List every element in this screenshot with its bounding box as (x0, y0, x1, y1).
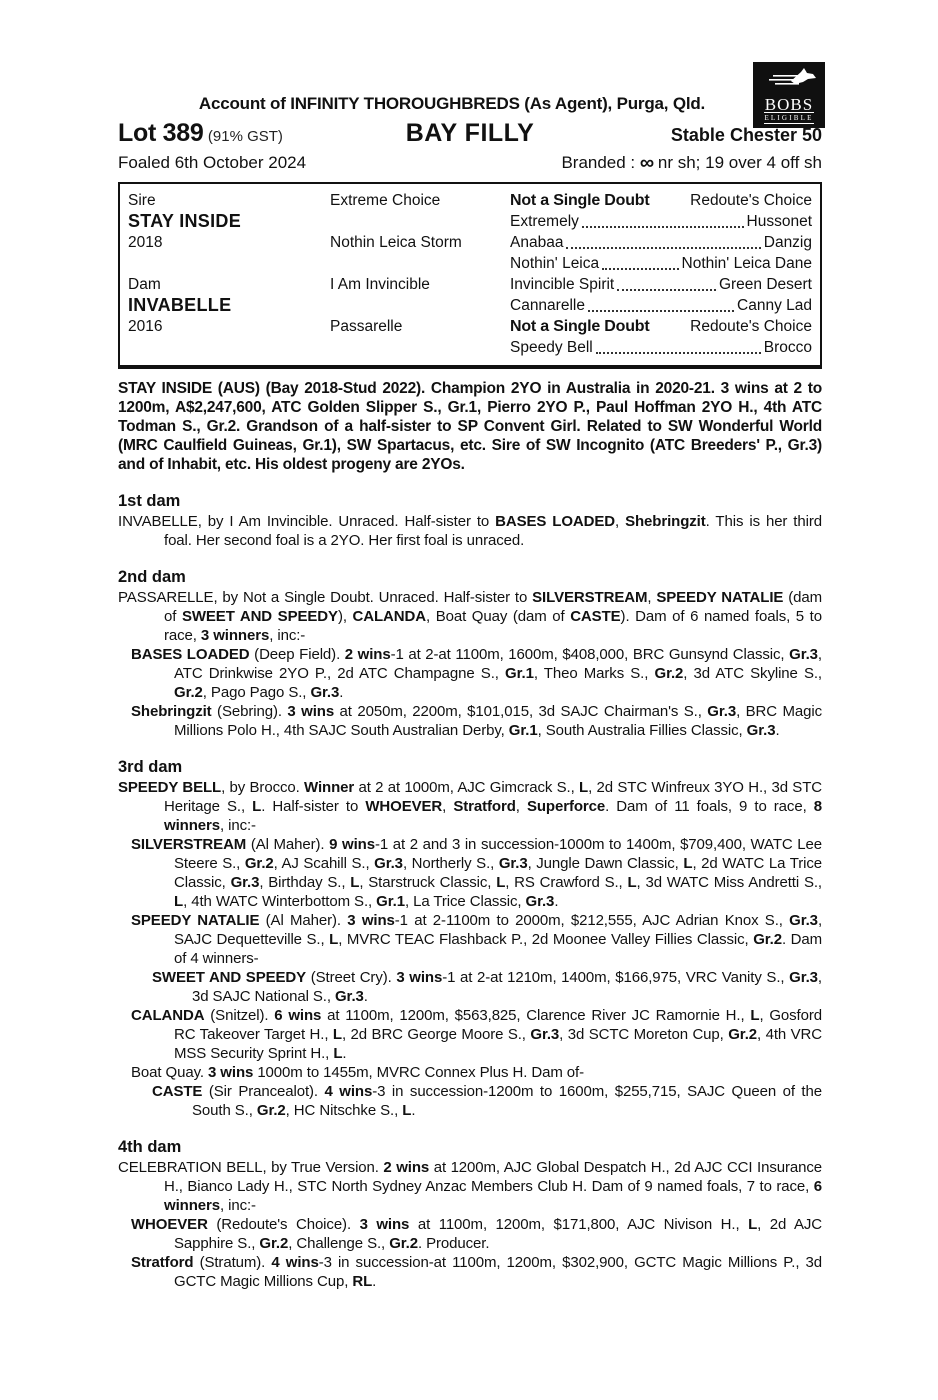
pedigree-paragraph: SPEEDY NATALIE (Al Maher). 3 wins-1 at 2-1100m to 2000m, $212,555, AJC Adrian Knox S., Gr.3, SAJC Dequetteville S., L, MVRC TEAC Flashback P., 2d Moonee Valley Fillies Classic, Gr.2. Dam of 4 winners- (131, 912, 823, 967)
gen3-parent: Danzig (763, 234, 812, 251)
pedigree-gen3-row (510, 274, 812, 295)
sire-dam: Nothin Leica Storm (330, 234, 462, 251)
sire-blurb: STAY INSIDE (AUS) (Bay 2018-Stud 2022). Champion 2YO in Australia in 2020-21. 3 wins at 2 to 1200m, A$2,247,600, ATC Golden Slipper S., Gr.1, Pierro 2YO P., Paul Hoffman 2YO H., 4th ATC Todman S., Gr.2. Grandson of a half-sister to SP Convent Girl. Related to SW Wonderful World (MRC Caulfield Guineas, Gr.1), SW Spartacus, etc. Sire of SW Incognito (ATC Breeders' P., Gr.3) and of Inhabit, etc. His oldest progeny are 2YOs. (118, 380, 822, 473)
gen3-parent: Canny Lad (737, 297, 812, 314)
gen3-parent: Brocco (763, 339, 812, 356)
pedigree-gen3-row (510, 337, 812, 358)
foaled-date: Foaled 6th October 2024 (118, 153, 307, 172)
pedigree-paragraph: SILVERSTREAM (Al Maher). 9 wins-1 at 2 and 3 in succession-1000m to 1400m, $709,400, WATC Lee Steere S., Gr.2, AJ Scahill S., Gr.3, Northerly S., Gr.3, Jungle Dawn Classic, L, 2d WATC La Trice Classic, Gr.3, Birthday S., L, Starstruck Classic, L, RS Crawford S., L, 3d WATC Miss Andretti S., L, 4th WATC Winterbottom S., Gr.1, La Trice Classic, Gr.3. (131, 836, 822, 910)
gen3-parent: Green Desert (718, 276, 812, 293)
sire-label: Sire (128, 192, 156, 209)
pedigree-gen3-row (510, 190, 812, 211)
gen3-parent: Nothin' Leica Dane (681, 255, 812, 272)
leader-dots (596, 352, 761, 354)
gen3-parent: Hussonet (746, 213, 812, 230)
pedigree-gen3-row (510, 253, 812, 274)
dam-section (118, 1138, 822, 1291)
leader-dots (588, 310, 734, 312)
sire-year: 2018 (128, 234, 163, 251)
section-heading: 1st dam (118, 492, 181, 510)
section-heading: 4th dam (118, 1138, 182, 1156)
dam-sections (118, 492, 822, 1291)
pedigree-gen3-row (510, 295, 812, 316)
gen3-name: Not a Single Doubt (510, 192, 650, 209)
dam-section (118, 568, 822, 740)
stable-number: Stable Chester 50 (670, 125, 822, 145)
pedigree-paragraph: CASTE (Sir Prancealot). 4 wins-3 in succession-1200m to 1600m, $255,715, SAJC Queen of the South S., Gr.2, HC Nitschke S., L. (152, 1083, 822, 1119)
pedigree-paragraph: CELEBRATION BELL, by True Version. 2 wins at 1200m, AJC Global Despatch H., 2d AJC CCI Insurance H., Bianco Lady H., STC North Sydney Anzac Members Club H. Dam of 9 named foals, 7 to race, 6 winners, inc:- (118, 1159, 823, 1214)
pedigree-paragraph: Boat Quay. 3 wins 1000m to 1455m, MVRC Connex Plus H. Dam of- (131, 1064, 584, 1081)
sire-sire: Extreme Choice (330, 192, 441, 209)
section-heading: 3rd dam (118, 758, 183, 776)
gen3-parent: Redoute's Choice (690, 318, 812, 335)
pedigree-paragraph: BASES LOADED (Deep Field). 2 wins-1 at 2-at 1100m, 1600m, $408,000, BRC Gunsynd Classic, Gr.3, ATC Drinkwise 2YO P., 2d ATC Champagne S., Gr.1, Theo Marks S., Gr.2, 3d ATC Skyline S., Gr.2, Pago Pago S., Gr.3. (131, 646, 823, 701)
branded-prefix: Branded : (561, 153, 640, 172)
leader-dots (602, 268, 678, 270)
pedigree-gen3-row (510, 232, 812, 253)
pedigree-table (118, 182, 822, 369)
sire-name: STAY INSIDE (128, 211, 242, 231)
pedigree-gen3-row (510, 211, 812, 232)
gen3-name: Not a Single Doubt (510, 318, 650, 335)
page-title: BAY FILLY (405, 119, 535, 147)
pedigree-gen3-row (510, 316, 812, 337)
pedigree-paragraph: INVABELLE, by I Am Invincible. Unraced. Half-sister to BASES LOADED, Shebringzit. This is her third foal. Her second foal is a 2YO. Her first foal is unraced. (118, 513, 822, 549)
gen3-name: Speedy Bell (510, 339, 593, 356)
pedigree-paragraph: PASSARELLE, by Not a Single Doubt. Unraced. Half-sister to SILVERSTREAM, SPEEDY NATALIE (dam of SWEET AND SPEEDY), CALANDA, Boat Quay (dam of CASTE). Dam of 6 named foals, 5 to race, 3 winners, inc:- (118, 589, 823, 644)
pedigree-paragraph: Stratford (Stratum). 4 wins-3 in succession-at 1100m, 1200m, $302,900, GCTC Magic Millions P., 3d GCTC Magic Millions Cup, RL. (131, 1254, 822, 1290)
pedigree-paragraph: Shebringzit (Sebring). 3 wins at 2050m, 2200m, $101,015, 3d SAJC Chairman's S., Gr.3, BRC Magic Millions Polo H., 4th SAJC South Australian Derby, Gr.1, South Australia Fillies Classic, Gr.3. (131, 703, 823, 739)
pedigree-paragraph: CALANDA (Snitzel). 6 wins at 1100m, 1200m, $563,825, Clarence River JC Ramornie H., L, Gosford RC Takeover Target H., L, 2d BRC George Moore S., Gr.3, 3d SCTC Moreton Cup, Gr.2, 4th VRC MSS Security Sprint H., L. (131, 1007, 823, 1062)
dam-section (118, 758, 822, 1120)
leader-dots (617, 289, 716, 291)
dam-sire: I Am Invincible (330, 276, 430, 293)
pedigree-paragraph: WHOEVER (Redoute's Choice). 3 wins at 1100m, 1200m, $171,800, AJC Nivison H., L, 2d AJC Sapphire S., Gr.2, Challenge S., Gr.2. Producer. (131, 1216, 822, 1252)
gen3-name: Nothin' Leica (510, 255, 600, 272)
pedigree-paragraph: SWEET AND SPEEDY (Street Cry). 3 wins-1 at 2-at 1210m, 1400m, $166,975, VRC Vanity S., Gr.3, 3d SAJC National S., Gr.3. (152, 969, 822, 1005)
gen3-name: Extremely (510, 213, 579, 230)
pedigree-paragraph: SPEEDY BELL, by Brocco. Winner at 2 at 1000m, AJC Gimcrack S., L, 2d STC Winfreux 3YO H., 3d STC Heritage S., L. Half-sister to WHOEVER, Stratford, Superforce. Dam of 11 foals, 9 to race, 8 winners, inc:- (118, 779, 822, 834)
gen3-name: Invincible Spirit (510, 276, 615, 293)
bobs-logo-text: BOBS (764, 95, 814, 114)
branded-suffix: nr sh; 19 over 4 off sh (653, 153, 822, 172)
gen3-parent: Redoute's Choice (690, 192, 812, 209)
gst-note: (91% GST) (207, 128, 283, 145)
dam-year: 2016 (128, 318, 163, 335)
branded-line (561, 153, 822, 173)
leader-dots (582, 226, 744, 228)
leader-dots (566, 247, 760, 249)
gen3-name: Anabaa (510, 234, 564, 251)
infinity-brand-icon: ∞ (639, 152, 654, 174)
lot-row (118, 119, 822, 148)
bobs-logo-subtext: ELIGIBLE (764, 114, 814, 122)
foaled-row (118, 153, 822, 173)
dam-dam: Passarelle (330, 318, 403, 335)
dam-name: INVABELLE (128, 295, 232, 315)
lot-number: Lot 389 (118, 119, 204, 147)
gen3-name: Cannarelle (510, 297, 585, 314)
section-heading: 2nd dam (118, 568, 186, 586)
lot-left (118, 119, 406, 148)
account-line: Account of INFINITY THOROUGHBREDS (As Agent), Purga, Qld. (198, 94, 706, 113)
dam-label: Dam (128, 276, 161, 293)
dam-section (118, 492, 822, 550)
